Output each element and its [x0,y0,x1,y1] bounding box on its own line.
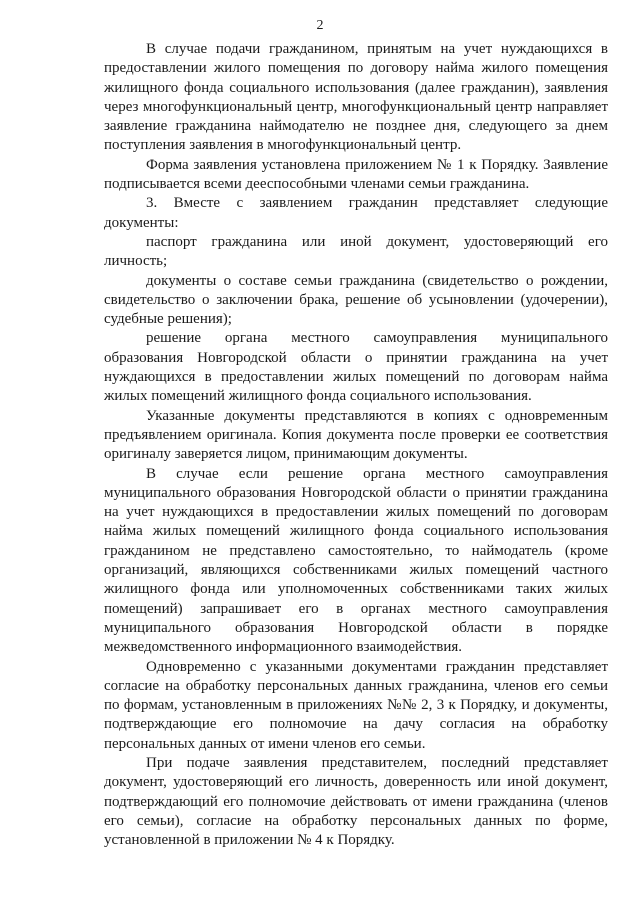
document-body [104,40,608,850]
paragraph-application-form: Форма заявления установлена приложением № 1 к Порядку. Заявление подписывается всеми дееспособными членами семьи гражданина. [104,156,608,193]
paragraph-documents-intro: 3. Вместе с заявлением гражданин представляет следующие документы: [104,195,608,231]
paragraph-passport: паспорт гражданина или иной документ, удостоверяющий его личность; [104,233,608,270]
paragraph-local-authority-decision: решение органа местного самоуправления муниципального образования Новгородской области о принятии гражданина на учет нуждающихся в предоставлении жилых помещений по договорам найма жилых помещений жилищного фонда социального использования. [104,330,608,405]
paragraph-representative: При подаче заявления представителем, последний представляет документ, удостоверяющий его личность, доверенность или иной документ, подтверждающий его полномочие действовать от имени гражданина (членов его семьи), согласие на обработку персональных данных по форме, установленной в приложении № 4 к Порядку. [104,754,608,849]
paragraph-mfc-submission: В случае подачи гражданином, принятым на учет нуждающихся в предоставлении жилого помещения по договору найма жилого помещения жилищного фонда социального использования (далее гражданин), заявления через многофункциональный центр, многофункциональный центр направляет заявление гражданина наймодателю не позднее дня, следующего за днем поступления заявления в многофункциональный центр. [104,41,608,154]
paragraph-interagency-request: В случае если решение органа местного самоуправления муниципального образования Новгородской области о принятии гражданина на учет нуждающихся в предоставлении жилых помещений по договорам найма жилых помещений жилищного фонда социального использования гражданином не представлено самостоятельно, то наймодатель (кроме организаций, являющихся собственниками жилых помещений частного жилищного фонда или уполномоченных собственниками таких жилых помещений) запрашивает его в органах местного самоуправления муниципального образования Новгородской области в порядке межведомственного информационного взаимодействия. [104,465,608,656]
paragraph-family-documents: документы о составе семьи гражданина (свидетельство о рождении, свидетельство о заключении брака, решение об усыновлении (удочерении), судебные решения); [104,272,608,328]
paragraph-personal-data-consent: Одновременно с указанными документами гражданин представляет согласие на обработку персональных данных гражданина, членов его семьи по формам, установленным в приложениях №№ 2, 3 к Порядку, и документы, подтверждающие его полномочие на дачу согласия на обработку персональных данных от имени членов его семьи. [104,658,608,752]
paragraph-copies: Указанные документы представляются в копиях с одновременным предъявлением оригинала. Копия документа после проверки ее соответствия оригиналу заверяется лицом, принимающим документы. [104,407,608,463]
page-number: 2 [316,18,324,33]
